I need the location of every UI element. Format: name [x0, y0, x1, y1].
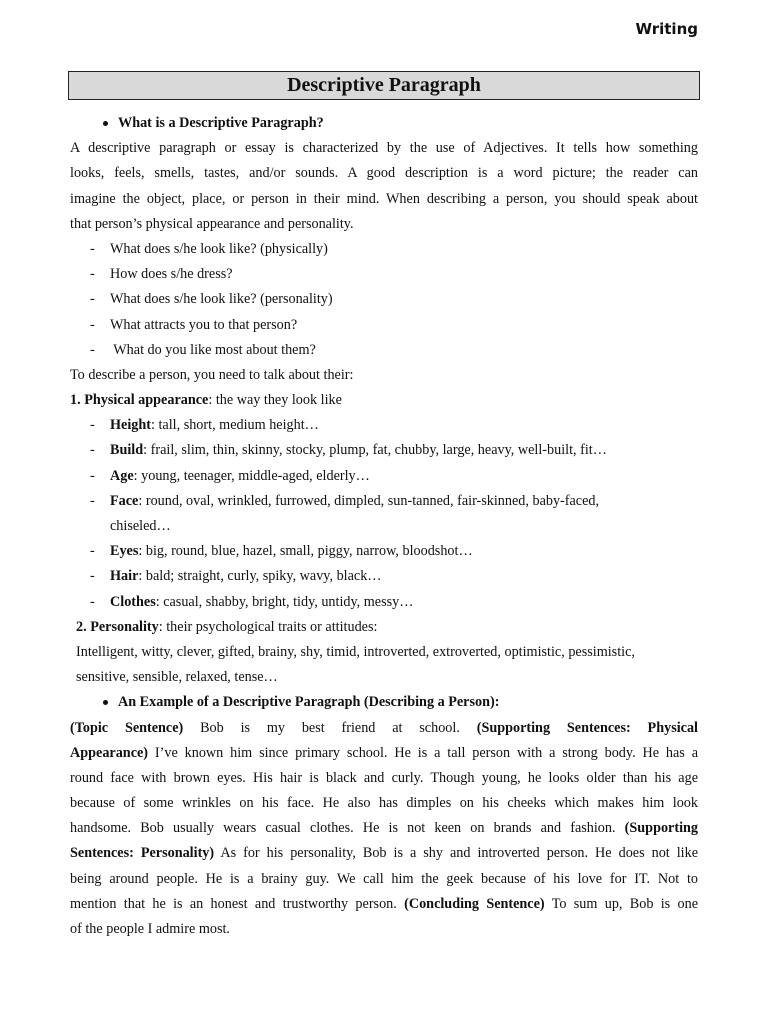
physical-item-eyes: - Eyes: big, round, blue, hazel, small, piggy, narrow, bloodshot… — [90, 543, 473, 560]
physical-item-face: - Face: round, oval, wrinkled, furrowed, dimpled, sun-tanned, fair-skinned, baby-faced, — [90, 492, 600, 509]
intro-paragraph-line: imagine the object, place, or person in their mind. When describing a person, you should speak about — [70, 190, 698, 207]
example-line: handsome. Bob usually wears casual clothes. He is not keen on brands and fashion. (Supporting — [70, 820, 698, 837]
personality-traits-line: Intelligent, witty, clever, gifted, brainy, shy, timid, introverted, extroverted, optimistic, pessimistic, — [76, 643, 635, 660]
personality-traits-line: sensitive, sensible, relaxed, tense… — [76, 669, 278, 686]
question-item: - What does s/he look like? (physically) — [90, 240, 328, 257]
physical-item-clothes: - Clothes: casual, shabby, bright, tidy, untidy, messy… — [90, 593, 414, 610]
question-item: - How does s/he dress? — [90, 266, 233, 283]
example-line: mention that he is an honest and trustworthy person. (Concluding Sentence) To sum up, Bob is one — [70, 895, 698, 912]
question-item: - What attracts you to that person? — [90, 316, 298, 333]
intro-paragraph-line: that person’s physical appearance and personality. — [70, 215, 354, 232]
header-label: Writing — [635, 20, 698, 38]
page-title: Descriptive Paragraph — [68, 71, 700, 100]
physical-item-height: - Height: tall, short, medium height… — [90, 417, 319, 434]
physical-item-age: - Age: young, teenager, middle-aged, elderly… — [90, 467, 370, 484]
physical-item-build: - Build: frail, slim, thin, skinny, stocky, plump, fat, chubby, large, heavy, well-built, fit… — [90, 442, 607, 459]
question-item: - What do you like most about them? — [90, 341, 316, 358]
document-body — [70, 111, 698, 942]
describe-intro: To describe a person, you need to talk about their: — [70, 366, 354, 383]
physical-heading: 1. Physical appearance: the way they look like — [70, 392, 342, 409]
example-line: Sentences: Personality) As for his personality, Bob is a shy and introverted person. He does not like — [70, 845, 698, 862]
example-line: of the people I admire most. — [70, 921, 230, 937]
question-item: - What does s/he look like? (personality) — [90, 291, 333, 308]
example-line: round face with brown eyes. His hair is black and curly. Though young, he looks older than his age — [70, 769, 698, 786]
intro-paragraph-line: A descriptive paragraph or essay is characterized by the use of Adjectives. It tells how something — [70, 140, 698, 157]
personality-heading: 2. Personality: their psychological traits or attitudes: — [76, 618, 378, 635]
example-line: being around people. He is a brainy guy. We call him the geek because of his love for IT. Not to — [70, 870, 698, 887]
example-line: (Topic Sentence) Bob is my best friend at school. (Supporting Sentences: Physical — [70, 719, 698, 736]
section-heading-what-is: What is a Descriptive Paragraph? — [70, 111, 698, 136]
intro-paragraph-line: looks, feels, smells, tastes, and/or sounds. A good description is a word picture; the reader can — [70, 165, 698, 182]
example-line: because of some wrinkles on his face. He also has dimples on his cheeks which makes him look — [70, 795, 698, 812]
example-line: Appearance) I’ve known him since primary school. He is a tall person with a strong body. He has a — [70, 744, 698, 761]
physical-item-hair: - Hair: bald; straight, curly, spiky, wavy, black… — [90, 568, 382, 585]
section-heading-example: An Example of a Descriptive Paragraph (Describing a Person): — [70, 690, 698, 715]
physical-item-face-cont: chiseled… — [110, 518, 171, 534]
